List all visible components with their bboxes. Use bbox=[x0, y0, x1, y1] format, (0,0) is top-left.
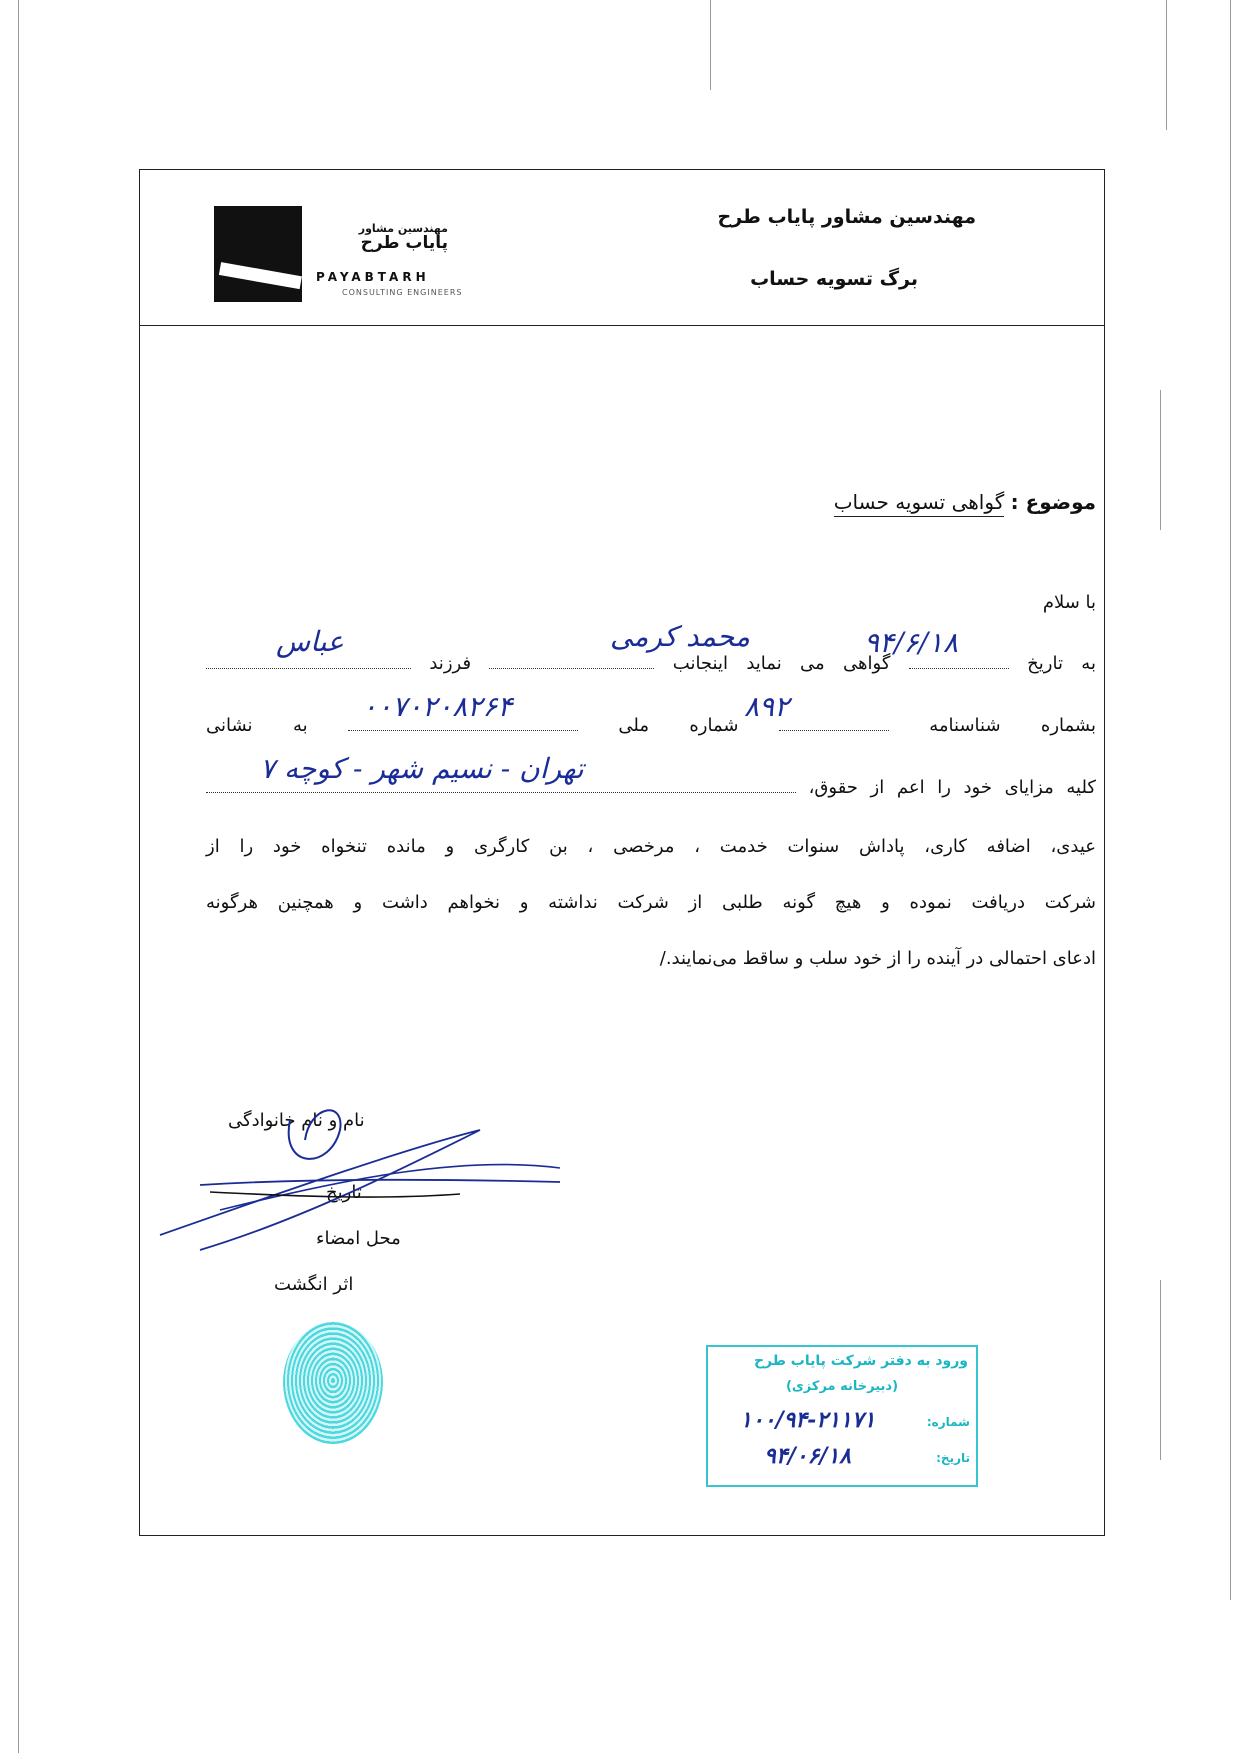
greeting: با سلام bbox=[1042, 592, 1096, 613]
document-frame bbox=[139, 169, 1105, 1536]
body-text: شماره ملی bbox=[618, 715, 739, 736]
handwritten-address: تهران - نسیم شهر - کوچه ۷ bbox=[260, 752, 584, 785]
stamp-number-value: ۱۰۰/۹۴-۲۱۱۷۱ bbox=[740, 1407, 876, 1433]
subject-value: گواهی تسویه حساب bbox=[834, 490, 1005, 517]
handwritten-national-id: ۰۰۷۰۲۰۸۲۶۴ bbox=[362, 690, 513, 723]
registration-stamp bbox=[706, 1345, 978, 1487]
scan-artifact-line bbox=[18, 0, 19, 1753]
logo-name-en: PAYABTARH bbox=[316, 270, 430, 284]
id-number-dotted-field bbox=[779, 712, 889, 731]
logo-text-fa bbox=[326, 222, 448, 253]
handwritten-name: محمد کرمی bbox=[610, 620, 750, 653]
scan-artifact-line bbox=[1166, 0, 1167, 130]
body-text: کلیه مزایای خود را اعم از حقوق، bbox=[808, 777, 1096, 798]
scan-artifact-line bbox=[1160, 1280, 1161, 1460]
subject-line bbox=[834, 490, 1096, 514]
form-title: برگ تسویه حساب bbox=[750, 268, 918, 290]
stamp-title: ورود به دفتر شرکت پایاب طرح bbox=[753, 1353, 968, 1369]
company-title: مهندسین مشاور پایاب طرح bbox=[717, 206, 976, 228]
scan-artifact-line bbox=[710, 0, 711, 90]
handwritten-signature bbox=[140, 1060, 580, 1260]
body-text: فرزند bbox=[429, 653, 472, 674]
body-line-5: شرکت دریافت نموده و هیچ گونه طلبی از شرکت نداشته و نخواهم داشت و همچنین هرگونه bbox=[206, 892, 1096, 913]
stamp-subtitle: (دبیرخانه مرکزی) bbox=[785, 1379, 899, 1394]
body-line-4: عیدی، اضافه کاری، پاداش سنوات خدمت ، مرخصی ، بن کارگری و مانده تنخواه خود را از bbox=[206, 836, 1096, 857]
header-divider bbox=[140, 325, 1104, 326]
payabtarh-logo-icon bbox=[214, 206, 302, 302]
body-text: به تاریخ bbox=[1027, 653, 1096, 674]
body-line-6: ادعای احتمالی در آینده را از خود سلب و ساقط می‌نمایند./ bbox=[659, 948, 1096, 969]
logo-subtitle-en: CONSULTING ENGINEERS bbox=[342, 288, 463, 297]
fingerprint-label: اثر انگشت bbox=[274, 1274, 354, 1295]
fingerprint-icon bbox=[283, 1322, 383, 1444]
stamp-date-value: ۹۴/۰۶/۱۸ bbox=[764, 1443, 851, 1469]
body-line-2 bbox=[206, 712, 1096, 736]
body-text: به نشانی bbox=[206, 715, 308, 736]
stamp-number-label: شماره: bbox=[926, 1415, 970, 1429]
scan-artifact-line bbox=[1230, 0, 1231, 1600]
date-label: تاریخ bbox=[326, 1182, 362, 1203]
body-text: گواهی می نماید اینجانب bbox=[672, 653, 891, 674]
scan-artifact-line bbox=[1160, 390, 1161, 530]
signature-place-label: محل امضاء bbox=[316, 1228, 401, 1249]
name-label: نام و نام خانوادگی bbox=[228, 1110, 365, 1131]
logo-subtitle-fa: مهندسین مشاور bbox=[358, 222, 448, 235]
handwritten-date: ۹۴/۶/۱۸ bbox=[864, 626, 959, 659]
logo-name-fa: پایاب طرح bbox=[360, 233, 448, 253]
stamp-date-label: تاریخ: bbox=[936, 1451, 970, 1465]
handwritten-id-number: ۸۹۲ bbox=[744, 690, 790, 723]
body-text: بشماره شناسنامه bbox=[929, 715, 1096, 736]
subject-label: موضوع : bbox=[1010, 490, 1096, 514]
handwritten-father-name: عباس bbox=[276, 625, 344, 658]
